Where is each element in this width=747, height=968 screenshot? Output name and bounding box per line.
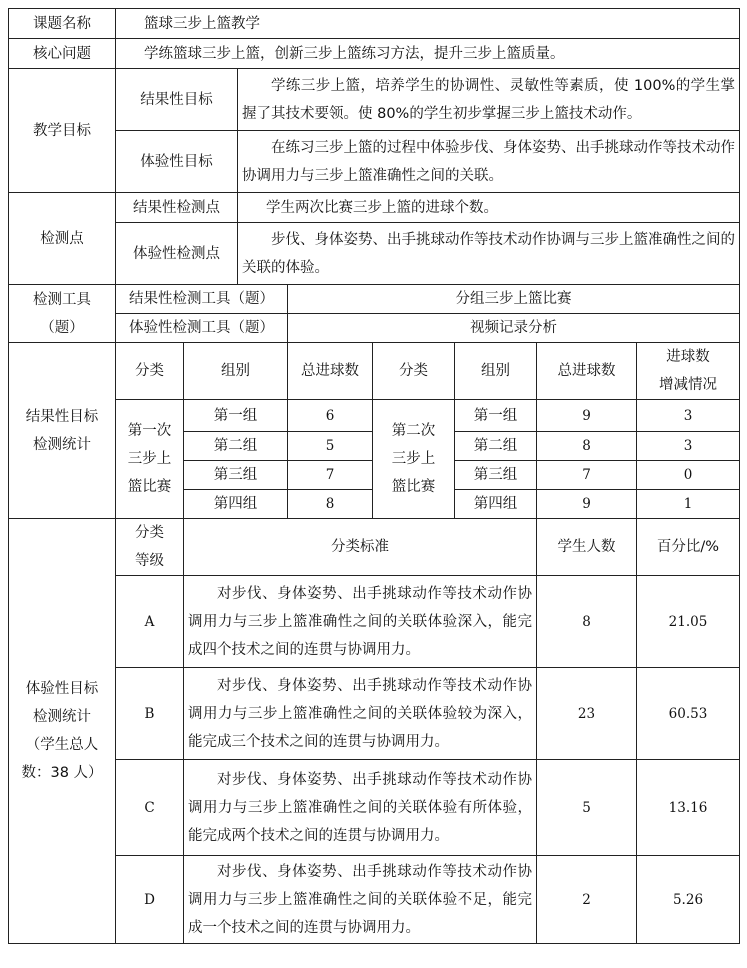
total-cell: 9 — [537, 490, 637, 519]
group-cell: 第一组 — [184, 400, 288, 432]
count-cell: 23 — [537, 668, 637, 760]
first-round-label: 第一次 三步上 篮比赛 — [116, 400, 184, 519]
count-cell: 5 — [537, 760, 637, 856]
change-cell: 1 — [637, 490, 740, 519]
percent-cell: 13.16 — [637, 760, 740, 856]
total-cell: 6 — [288, 400, 373, 432]
change-cell: 3 — [637, 432, 740, 461]
percent-cell: 21.05 — [637, 576, 740, 668]
total-cell: 7 — [537, 461, 637, 490]
level-cell: B — [116, 668, 184, 760]
result-stats-header-row — [9, 343, 740, 400]
col-header-category-1: 分类 — [116, 343, 184, 400]
col-header-category-2: 分类 — [373, 343, 455, 400]
topic-label: 课题名称 — [9, 9, 116, 39]
result-checkpoint-label: 结果性检测点 — [116, 193, 238, 223]
level-cell: C — [116, 760, 184, 856]
result-goal-text: 学练三步上篮，培养学生的协调性、灵敏性等素质，使 100%的学生掌握了其技术要领。使 80%的学生初步掌握三步上篮技术动作。 — [238, 69, 740, 131]
col-header-total-2: 总进球数 — [537, 343, 637, 400]
table-row — [9, 400, 740, 432]
experience-checkpoint-text: 步伐、身体姿势、出手挑球动作等技术动作协调与三步上篮准确性之间的关联的体验。 — [238, 223, 740, 285]
tool-experience-row — [9, 314, 740, 343]
col-header-criteria: 分类标准 — [184, 519, 537, 576]
criteria-cell: 对步伐、身体姿势、出手挑球动作等技术动作协调用力与三步上篮准确性之间的关联体验深入，能完成四个技术之间的连贯与协调用力。 — [184, 576, 537, 668]
col-header-level: 分类 等级 — [116, 519, 184, 576]
experience-stats-header-row — [9, 519, 740, 576]
group-cell: 第四组 — [455, 490, 537, 519]
table-row — [9, 760, 740, 856]
experience-checkpoint-label: 体验性检测点 — [116, 223, 238, 285]
group-cell: 第四组 — [184, 490, 288, 519]
result-stats-label: 结果性目标 检测统计 — [9, 343, 116, 519]
change-cell: 0 — [637, 461, 740, 490]
result-goal-label: 结果性目标 — [116, 69, 238, 131]
total-cell: 5 — [288, 432, 373, 461]
percent-cell: 60.53 — [637, 668, 740, 760]
core-question-label: 核心问题 — [9, 39, 116, 69]
level-cell: A — [116, 576, 184, 668]
col-header-count: 学生人数 — [537, 519, 637, 576]
experience-tool-value: 视频记录分析 — [288, 314, 740, 343]
table-row — [9, 856, 740, 944]
criteria-cell: 对步伐、身体姿势、出手挑球动作等技术动作协调用力与三步上篮准确性之间的关联体验不足，能完成一个技术之间的连贯与协调用力。 — [184, 856, 537, 944]
goal-result-row — [9, 69, 740, 131]
level-cell: D — [116, 856, 184, 944]
experience-stats-label: 体验性目标 检测统计 （学生总人 数：38 人） — [9, 519, 116, 944]
group-cell: 第三组 — [184, 461, 288, 490]
tools-label: 检测工具 （题） — [9, 285, 116, 343]
total-cell: 8 — [288, 490, 373, 519]
total-cell: 9 — [537, 400, 637, 432]
lesson-table — [8, 8, 740, 944]
teaching-goals-label: 教学目标 — [9, 69, 116, 193]
change-cell: 3 — [637, 400, 740, 432]
checkpoint-experience-row — [9, 223, 740, 285]
group-cell: 第三组 — [455, 461, 537, 490]
total-cell: 8 — [537, 432, 637, 461]
goal-experience-row — [9, 131, 740, 193]
checkpoints-label: 检测点 — [9, 193, 116, 285]
result-tool-value: 分组三步上篮比赛 — [288, 285, 740, 314]
experience-goal-text: 在练习三步上篮的过程中体验步伐、身体姿势、出手挑球动作等技术动作协调用力与三步上篮准确性之间的关联。 — [238, 131, 740, 193]
tool-result-row — [9, 285, 740, 314]
table-row — [9, 668, 740, 760]
result-tool-label: 结果性检测工具（题） — [116, 285, 288, 314]
core-question-row — [9, 39, 740, 69]
checkpoint-result-row — [9, 193, 740, 223]
experience-tool-label: 体验性检测工具（题） — [116, 314, 288, 343]
group-cell: 第二组 — [184, 432, 288, 461]
criteria-cell: 对步伐、身体姿势、出手挑球动作等技术动作协调用力与三步上篮准确性之间的关联体验有所体验，能完成两个技术之间的连贯与协调用力。 — [184, 760, 537, 856]
col-header-total-1: 总进球数 — [288, 343, 373, 400]
count-cell: 2 — [537, 856, 637, 944]
col-header-group-2: 组别 — [455, 343, 537, 400]
table-row — [9, 576, 740, 668]
col-header-change: 进球数 增减情况 — [637, 343, 740, 400]
total-cell: 7 — [288, 461, 373, 490]
group-cell: 第二组 — [455, 432, 537, 461]
col-header-percent: 百分比/% — [637, 519, 740, 576]
second-round-label: 第二次 三步上 篮比赛 — [373, 400, 455, 519]
topic-value: 篮球三步上篮教学 — [116, 9, 740, 39]
criteria-cell: 对步伐、身体姿势、出手挑球动作等技术动作协调用力与三步上篮准确性之间的关联体验较为深入，能完成三个技术之间的连贯与协调用力。 — [184, 668, 537, 760]
count-cell: 8 — [537, 576, 637, 668]
topic-row — [9, 9, 740, 39]
experience-goal-label: 体验性目标 — [116, 131, 238, 193]
col-header-group-1: 组别 — [184, 343, 288, 400]
core-question-value: 学练篮球三步上篮，创新三步上篮练习方法，提升三步上篮质量。 — [116, 39, 740, 69]
result-checkpoint-text: 学生两次比赛三步上篮的进球个数。 — [238, 193, 740, 223]
group-cell: 第一组 — [455, 400, 537, 432]
percent-cell: 5.26 — [637, 856, 740, 944]
